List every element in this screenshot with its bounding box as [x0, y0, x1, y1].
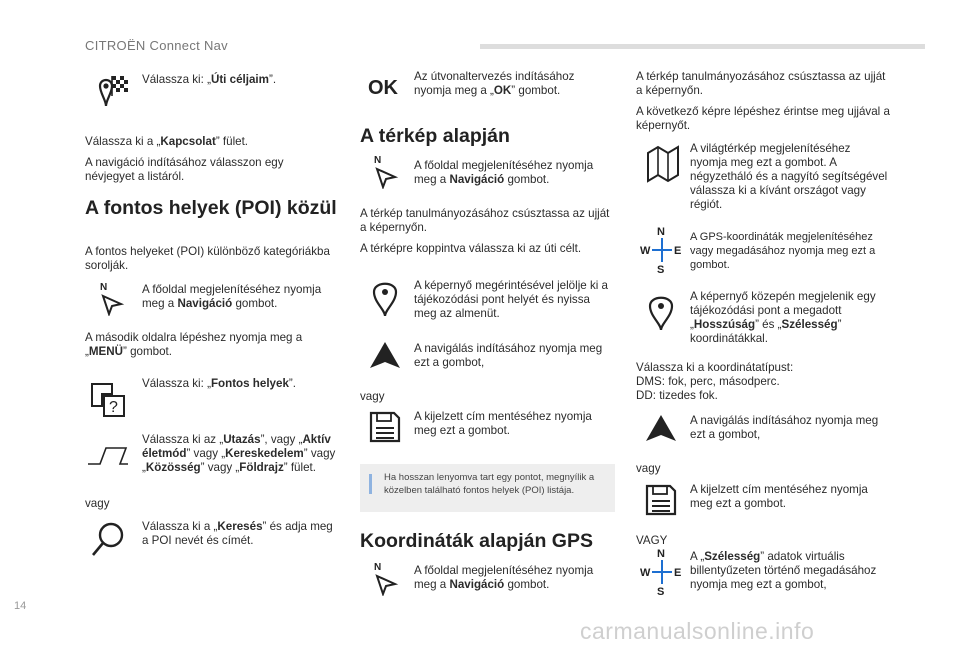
heading-gps: Koordináták alapján GPS [360, 530, 593, 552]
contacts-desc: A navigáció indításához válasszon egy névjegyet a listáról. [85, 156, 284, 183]
ok-text: Az útvonaltervezés indításához nyomja meg a „OK” gombot. [414, 70, 575, 97]
gps-main-page-text: A főoldal megjelenítéséhez nyomja meg a Navigáció gombot. [414, 564, 594, 591]
select-tabs-text: Válassza ki az „Utazás”, vagy „Aktív életmód” vagy „Kereskedelem” vagy „Közösség” vagy „Földrajz” fület. [142, 433, 336, 474]
coord-dms-text: DMS: fok, perc, másodperc. [636, 375, 780, 388]
start-nav-text: A navigálás indításához nyomja meg ezt a gombot, [690, 414, 879, 441]
save-text: A kijelzett cím mentéséhez nyomja meg ezt a gombot. [414, 410, 592, 437]
start-navigation-icon [368, 340, 402, 370]
compass-e: E [674, 567, 682, 579]
heading-poi: A fontos helyek (POI) közül [85, 197, 337, 219]
location-pin-icon [646, 292, 676, 332]
header-title: CITROËN Connect Nav [85, 38, 228, 53]
search-icon [88, 520, 128, 560]
map-slide-text: A térkép tanulmányozásához csúsztassa az ujját a képernyőn. [360, 207, 610, 234]
compass-n-label: N [374, 562, 382, 573]
or-text: vagy [360, 390, 385, 403]
start-nav-text: A navigálás indításához nyomja meg ezt a gombot, [414, 342, 603, 369]
select-destinations-text: Válassza ki: „Úti céljaim”. [142, 73, 277, 86]
coord-dd-text: DD: tizedes fok. [636, 389, 718, 402]
navigation-arrow-icon [96, 280, 126, 316]
compass-w: W [640, 245, 651, 257]
coord-type-text: Válassza ki a koordinátatípust: [636, 361, 794, 374]
or-text: vagy [85, 497, 110, 510]
search-text: Válassza ki a „Keresés” és adja meg a POI nevét és címét. [142, 520, 333, 547]
compass-n-label: N [100, 282, 108, 293]
or-caps-text: VAGY [636, 534, 668, 547]
gps-compass-icon [640, 225, 684, 275]
watermark: carmanualsonline.info [580, 618, 815, 644]
heading-map: A térkép alapján [360, 125, 510, 147]
svg-text:?: ? [109, 399, 118, 416]
slide-text: A térkép tanulmányozásához csúsztassa az ujját a képernyőn. [636, 70, 886, 97]
page-number: 14 [14, 600, 27, 612]
gps-coord-text: A GPS-koordináták megjelenítéséhez vagy megadásához nyomja meg ezt a gombot. [690, 231, 876, 271]
location-pin-icon [370, 278, 400, 318]
latitude-compass-icon [640, 547, 684, 597]
compass-e: E [674, 245, 682, 257]
tab-icon [86, 444, 130, 468]
main-page-nav-text: A főoldal megjelenítéséhez nyomja meg a Navigáció gombot. [142, 283, 322, 310]
ok-label: OK [368, 77, 398, 98]
save-text: A kijelzett cím mentéséhez nyomja meg ezt a gombot. [690, 483, 868, 510]
map-tap-text: A térképre koppintva válassza ki az úti célt. [360, 242, 582, 255]
poi-category-icon [88, 378, 130, 420]
compass-s: S [657, 586, 665, 597]
navigation-arrow-icon [370, 560, 400, 596]
latitude-text: A „Szélesség” adatok virtuális billentyűzeten történő megadásához nyomja meg ezt a gombot, [690, 550, 877, 591]
compass-n: N [657, 226, 665, 238]
tip-text: Ha hosszan lenyomva tart egy pontot, megnyílik a közelben található fontos helyek (POI) listája. [384, 472, 595, 496]
navigation-arrow-icon [370, 153, 400, 189]
compass-s: S [657, 264, 665, 275]
second-page-text: A második oldalra lépéshez nyomja meg a „MENÜ” gombot. [85, 331, 303, 358]
contacts-tab-text: Válassza ki a „Kapcsolat” fület. [85, 135, 249, 148]
compass-n: N [657, 548, 665, 560]
start-navigation-icon [644, 413, 678, 443]
world-map-text: A világtérkép megjelenítéséhez nyomja meg ezt a gombot. A négyzetháló és a nagyító segítségével válassza ki a kívánt országot vagy régiót. [690, 142, 888, 211]
ok-button-icon [366, 74, 406, 98]
save-icon [644, 483, 678, 517]
poi-desc: A fontos helyeket (POI) különböző kategóriákba sorolják. [85, 245, 330, 272]
compass-n-label: N [374, 155, 382, 166]
center-point-text: A képernyő közepén megjelenik egy tájékozódási pont a megadott „Hosszúság” és „Szélesség” koordinátákkal. [690, 290, 876, 345]
or-text: vagy [636, 462, 661, 475]
save-icon [368, 410, 402, 444]
header-rule [480, 44, 925, 49]
destination-flag-icon [86, 72, 130, 112]
compass-w: W [640, 567, 651, 579]
select-poi-text: Válassza ki: „Fontos helyek”. [142, 377, 296, 390]
next-image-text: A következő képre lépéshez érintse meg ujjával a képernyőt. [636, 105, 890, 132]
pin-desc-text: A képernyő megérintésével jelölje ki a tájékozódási pont helyét és nyissa meg az almenüt. [414, 279, 608, 320]
world-map-icon [644, 143, 682, 185]
map-main-page-text: A főoldal megjelenítéséhez nyomja meg a Navigáció gombot. [414, 159, 594, 186]
tip-marker [369, 474, 372, 494]
